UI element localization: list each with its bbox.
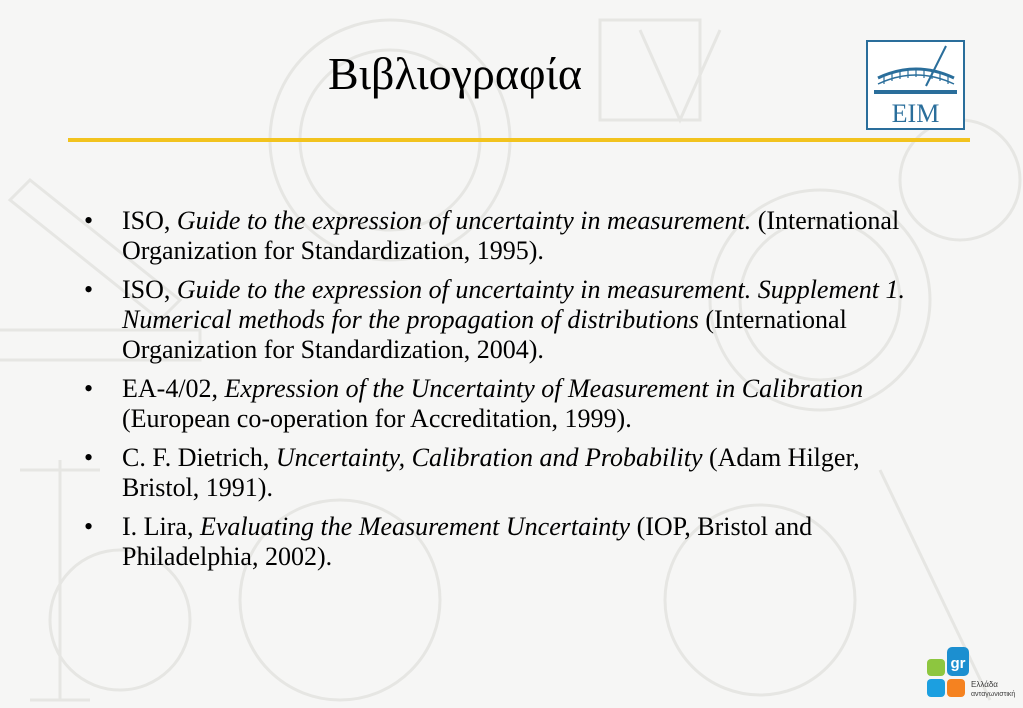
slide-title: Βιβλιογραφία (328, 48, 582, 99)
reference-author: EA-4/02, (122, 374, 225, 403)
reference-item (84, 206, 934, 266)
bullet: • (84, 275, 94, 304)
title-underline (68, 138, 970, 142)
reference-title: Uncertainty, Calibration and Probability (275, 443, 703, 472)
reference-details: (IOP, Bristol and Philadelphia, 2002). (122, 512, 813, 571)
gr-logo-line2: ανταγωνιστική (971, 691, 1016, 698)
reference-item (84, 443, 934, 503)
reference-item (84, 275, 934, 365)
reference-author: ISO, (122, 275, 177, 304)
gr-badge-text: gr (950, 655, 966, 672)
reference-title: Guide to the expression of uncertainty in measurement. Supplement 1. Numerical methods for the propagation of distributions (122, 275, 905, 334)
reference-author: I. Lira, (122, 512, 200, 541)
reference-details: (International Organization for Standardization, 2004). (122, 305, 847, 364)
gr-logo-line1: Ελλάδα (971, 680, 998, 689)
reference-list (84, 206, 934, 581)
bullet: • (84, 374, 94, 403)
reference-details: (International Organization for Standardization, 1995). (122, 206, 900, 265)
reference-title: Expression of the Uncertainty of Measurement in Calibration (224, 374, 864, 403)
eim-logo (866, 40, 965, 130)
reference-item (84, 374, 934, 434)
reference-author: ISO, (122, 206, 177, 235)
reference-details: (Adam Hilger, Bristol, 1991). (122, 443, 860, 502)
reference-author: C. F. Dietrich, (122, 443, 276, 472)
eim-logo-text: EIM (891, 99, 940, 128)
greece-competitive-logo (925, 645, 1023, 701)
bullet: • (84, 206, 94, 235)
reference-item (84, 512, 934, 572)
reference-title: Evaluating the Measurement Uncertainty (199, 512, 631, 541)
bullet: • (84, 512, 94, 541)
bullet: • (84, 443, 94, 472)
reference-details: (European co-operation for Accreditation, 1999). (122, 404, 632, 433)
reference-title: Guide to the expression of uncertainty in measurement. (176, 206, 752, 235)
